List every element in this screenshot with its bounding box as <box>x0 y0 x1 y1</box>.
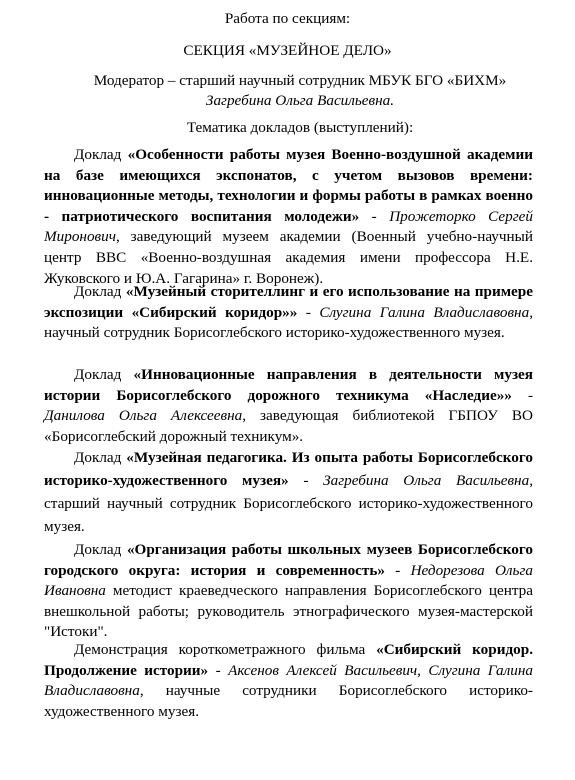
topics-heading: Тематика докладов (выступлений): <box>186 119 414 136</box>
report-speaker: Прожеторко Сергей Миронович <box>44 207 533 246</box>
report-item: Доклад «Организация работы школьных музеев Борисоглебского городского округа: история и современность» - Недорезова Ольга Ивановна методист краеведческого направления Борисоглебского центра внешкольной работы; руководитель этнографического музея-мастерской "Истоки". <box>44 541 533 641</box>
report-item: Доклад «Музейная педагогика. Из опыта работы Борисоглебского историко-художественного музея» - Загребина Ольга Васильевна, старший научный сотрудник Борисоглебского историко-художественного музея. <box>44 449 533 535</box>
moderator-line: Модератор – старший научный сотрудник МБУК БГО «БИХМ» <box>93 72 507 89</box>
report-speaker: Загребина Ольга Васильевна <box>323 472 530 489</box>
report-speaker: Данилова Ольга Алексеевна <box>44 407 243 425</box>
film-title: «Сибирский коридор. Продолжение истории» <box>44 641 533 679</box>
report-item: Доклад «Музейный сторителлинг и его использование на примере экспозиции «Сибирский коридор»» - Слугина Галина Владиславовна, научный сотрудник Борисоглебского историко-художественного музея. <box>44 283 533 342</box>
report-title: «Музейная педагогика. Из опыта работы Борисоглебского историко-художественного музея» <box>44 449 533 489</box>
report-title: «Особенности работы музея Военно-воздушной академии на базе имеющихся экспонатов, с учетом вызовов времени: инновационные методы, технологии и формы работы в рамках военно - патриотического воспитания молодежи» <box>44 146 533 225</box>
report-item: Доклад «Особенности работы музея Военно-воздушной академии на базе имеющихся экспонатов, с учетом вызовов времени: инновационные методы, технологии и формы работы в рамках военно - патриотического воспитания молодежи» - Прожеторко Сергей Миронович, заведующий музеем академии (Военный учебно-научный центр ВВС «Военно-воздушная академия имени профессора Н.Е. Жуковского и Ю.А. Гагарина» г. Воронеж). <box>44 146 533 287</box>
report-speaker: Слугина Галина Владиславовна <box>319 303 530 321</box>
report-title: «Инновационные направления в деятельности музея истории Борисоглебского дорожного техникума «Наследие»» <box>44 366 534 404</box>
section-name: СЕКЦИЯ «МУЗЕЙНОЕ ДЕЛО» <box>183 42 392 59</box>
section-heading: Работа по секциям: <box>224 10 351 27</box>
film-demonstration: Демонстрация короткометражного фильма «Сибирский коридор. Продолжение истории» - Аксенов Алексей Васильевич, Слугина Галина Владиславовна, научные сотрудники Борисоглебского историко-художественного музея. <box>44 641 534 720</box>
film-speakers: Аксенов Алексей Васильевич, Слугина Галина Владиславовна <box>44 661 534 700</box>
moderator-name: Загребина Ольга Васильевна. <box>205 92 395 109</box>
report-item: Доклад «Инновационные направления в деятельности музея истории Борисоглебского дорожного техникума «Наследие»» - Данилова Ольга Алексеевна, заведующая библиотекой ГБПОУ ВО «Борисоглебский дорожный техникум». <box>44 366 534 445</box>
report-title: «Организация работы школьных музеев Борисоглебского городского округа: история и современность» <box>44 541 533 579</box>
report-title: «Музейный сторителлинг и его использование на примере экспозиции «Сибирский коридор»» <box>44 283 533 321</box>
report-speaker: Недорезова Ольга Ивановна <box>44 561 533 600</box>
